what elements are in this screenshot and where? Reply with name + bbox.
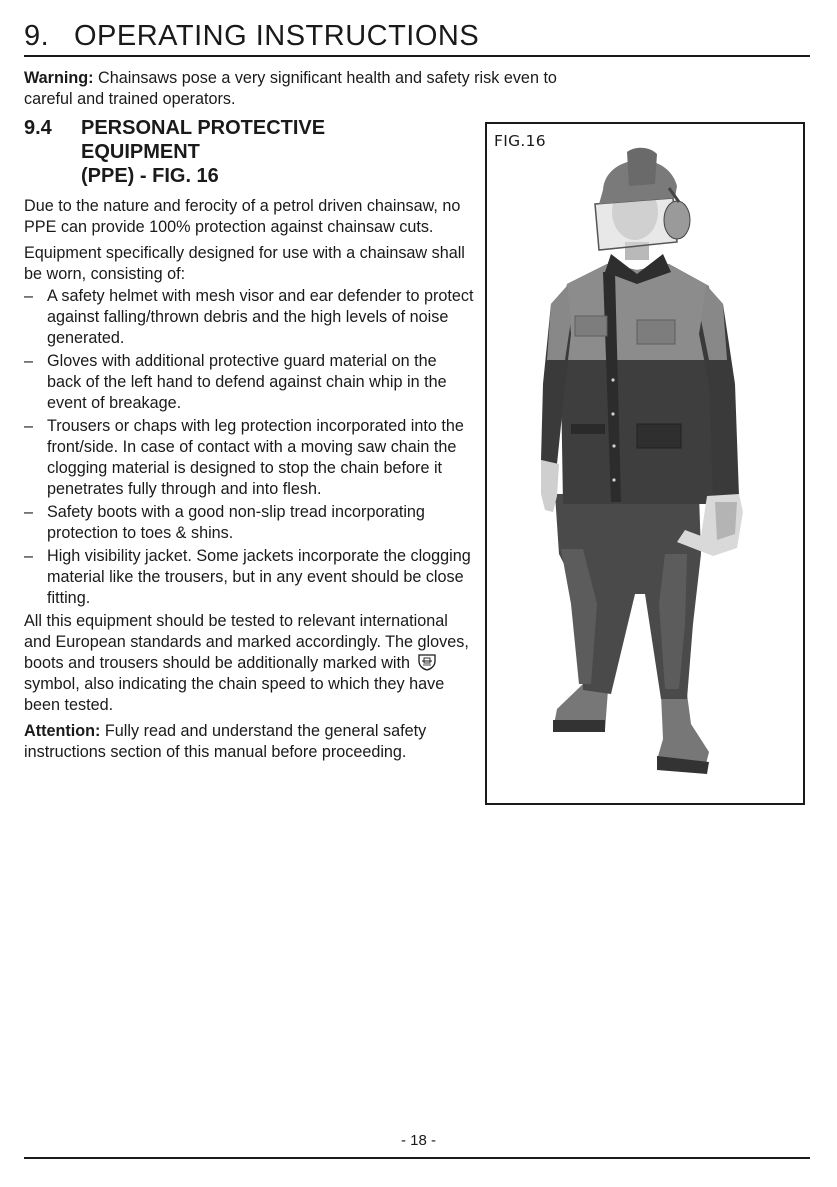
intro-paragraph: Due to the nature and ferocity of a petrol driven chainsaw, no PPE can provide 100% protection against chainsaw cuts. <box>24 197 461 236</box>
list-item <box>24 416 474 500</box>
list-dash: – <box>24 417 34 435</box>
section-title-line: (PPE) - FIG. 16 <box>81 165 219 187</box>
warning-paragraph <box>24 68 584 110</box>
figure-label: FIG.16 <box>494 132 546 150</box>
list-item-text: Gloves with additional protective guard material on the back of the left hand to defend against chain whip in the event of breakage. <box>47 352 447 412</box>
standards-text-after: symbol, also indicating the chain speed to which they have been tested. <box>24 675 445 714</box>
section-title-line: PERSONAL PROTECTIVE <box>81 117 326 139</box>
list-dash: – <box>24 287 34 305</box>
chapter-title: OPERATING INSTRUCTIONS <box>74 20 480 52</box>
equipment-paragraph: Equipment specifically designed for use with a chainsaw shall be worn, consisting of: <box>24 244 465 283</box>
section-number: 9.4 <box>24 117 52 139</box>
list-item <box>24 351 474 414</box>
section-heading <box>24 116 474 188</box>
warning-label: Warning: <box>24 69 94 87</box>
list-item-text: Safety boots with a good non-slip tread incorporating protection to toes & shins. <box>47 503 425 542</box>
list-item-text: Trousers or chaps with leg protection incorporated into the front/side. In case of contact with a moving saw chain the clogging material is designed to stop the chain before it penetrates fully through and into flesh. <box>47 417 464 498</box>
attention-paragraph <box>24 721 474 763</box>
attention-label: Attention: <box>24 722 101 740</box>
standards-text-before: All this equipment should be tested to relevant international and European standards and marked accordingly. The gloves, boots and trousers should be additionally marked with <box>24 612 469 672</box>
main-content <box>24 68 557 768</box>
section-title <box>81 116 325 188</box>
ppe-list <box>24 286 474 609</box>
person-in-chainsaw-ppe-illustration <box>487 124 803 803</box>
footer-rule <box>24 1157 810 1159</box>
page-number: - 18 - <box>400 1132 436 1149</box>
list-dash: – <box>24 547 34 565</box>
list-dash: – <box>24 503 34 521</box>
attention-text: Fully read and understand the general safety instructions section of this manual before proceeding. <box>24 722 427 761</box>
page-header <box>24 18 810 57</box>
warning-text: Chainsaws pose a very significant health and safety risk even to careful and trained operators. <box>24 69 557 108</box>
list-item <box>24 286 474 349</box>
figure-16 <box>485 122 805 805</box>
list-item-text: A safety helmet with mesh visor and ear defender to protect against falling/thrown debris and the high levels of noise generated. <box>47 287 474 347</box>
chapter-number: 9. <box>24 20 50 52</box>
list-item <box>24 502 474 544</box>
standards-paragraph <box>24 611 474 716</box>
chainsaw-protection-shield-icon <box>417 653 437 671</box>
list-item-text: High visibility jacket. Some jackets incorporate the clogging material like the trousers, but in any event should be close fitting. <box>47 547 471 607</box>
section-title-line: EQUIPMENT <box>81 141 200 163</box>
list-item <box>24 546 474 609</box>
list-dash: – <box>24 352 34 370</box>
